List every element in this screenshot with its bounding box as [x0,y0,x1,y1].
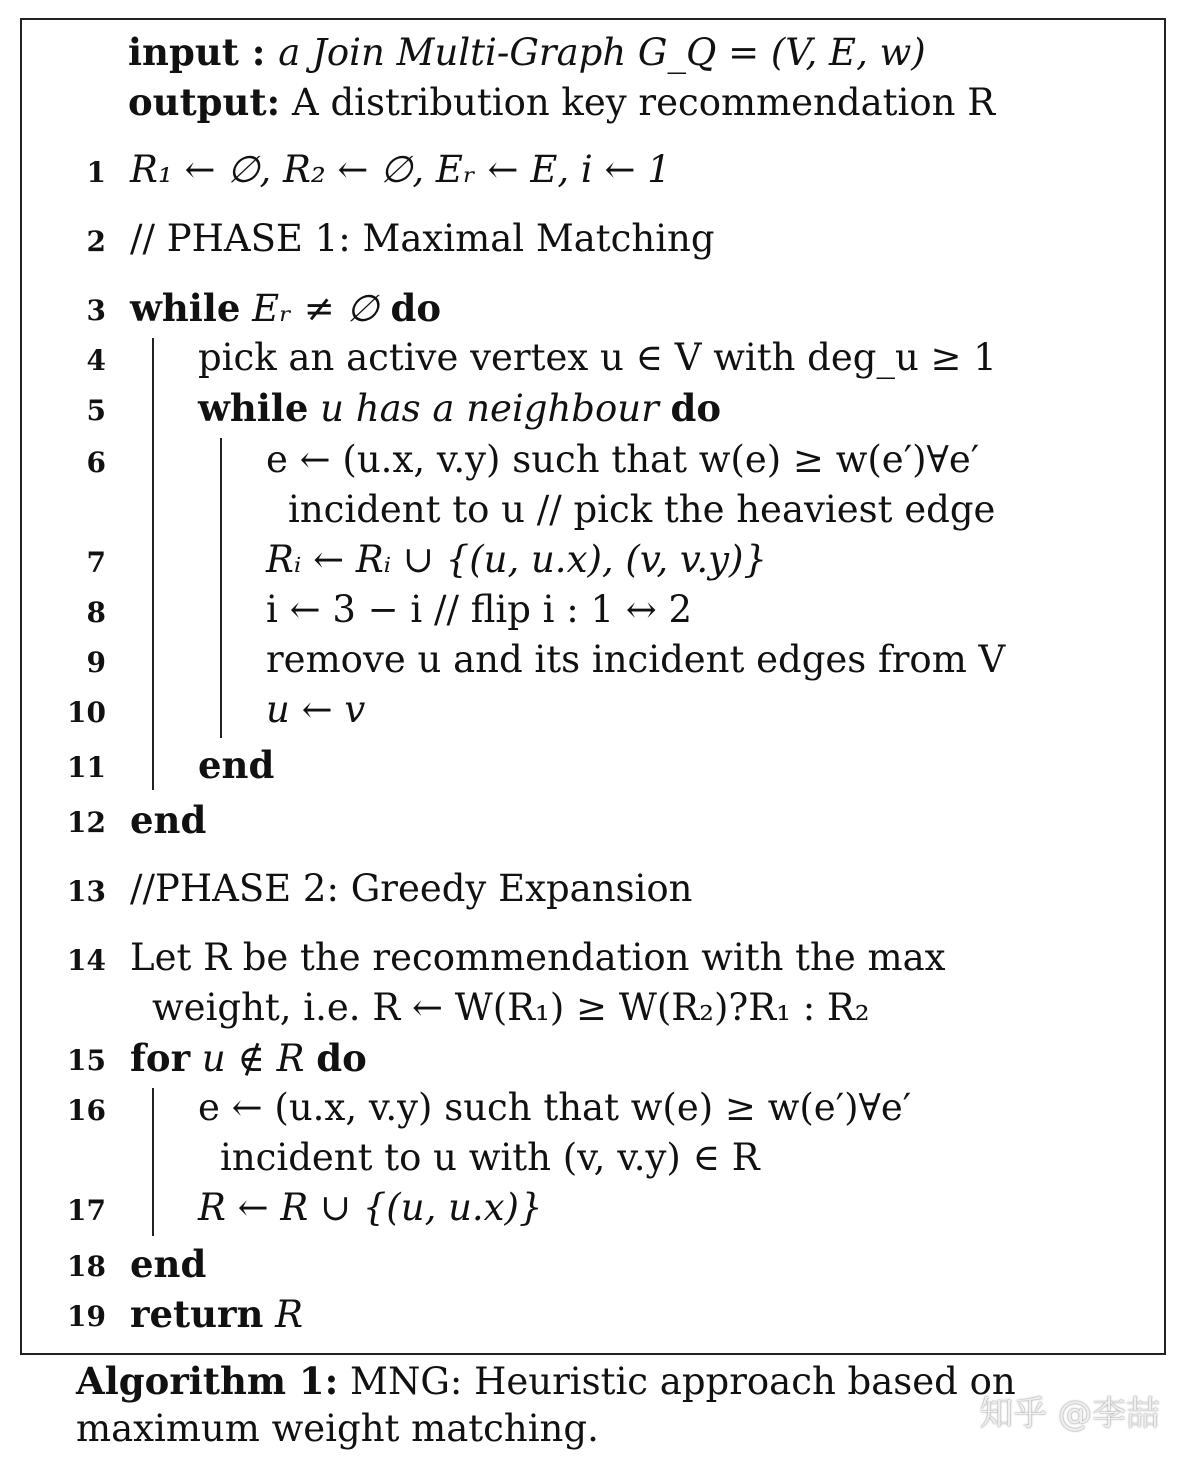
code-line-10: u ← v [266,688,366,731]
line-number: 17 [67,1194,106,1227]
output-keyword: output: [128,80,281,124]
algorithm-caption [76,1358,1016,1405]
line-number: 16 [67,1094,106,1127]
line-number: 7 [86,546,106,579]
caption-line1: MNG: Heuristic approach based on [338,1360,1016,1403]
line-number: 4 [86,344,106,377]
code-line-4: pick an active vertex u ∈ V with deg_u ≥ 1 [198,336,997,379]
input-sep: : [238,30,279,74]
line-number: 15 [67,1044,106,1077]
line-number: 5 [86,394,106,427]
line-number: 6 [86,446,106,479]
code-line-6: e ← (u.x, v.y) such that w(e) ≥ w(e′)∀e′ [266,438,980,481]
line-number: 10 [67,696,106,729]
line-number: 13 [67,875,106,908]
do-keyword: do [390,286,442,330]
code-line-2: // PHASE 1: Maximal Matching [130,217,715,260]
input-keyword: input [128,30,239,74]
line-number: 12 [67,806,106,839]
while-condition: u has a neighbour [308,387,671,430]
for-block-bar [152,1088,154,1236]
for-keyword: for [130,1036,191,1080]
line-number: 8 [86,596,106,629]
code-line-14: Let R be the recommendation with the max [130,936,946,979]
code-line-7: Rᵢ ← Rᵢ ∪ {(u, u.x), (v, v.y)} [266,538,768,581]
code-line-16-cont: incident to u with (v, v.y) ∈ R [220,1136,760,1179]
line-number: 3 [86,294,106,327]
line-number: 2 [86,225,106,258]
inner-while-block-bar [220,438,222,738]
code-line-9: remove u and its incident edges from V [266,638,1006,681]
return-value: R [263,1293,304,1336]
code-line-19 [130,1292,303,1337]
while-keyword: while [130,286,241,330]
code-line-11: end [198,743,275,787]
input-line [128,30,926,75]
code-line-5 [198,386,721,431]
code-line-1: R₁ ← ∅, R₂ ← ∅, Eᵣ ← E, i ← 1 [130,148,671,191]
do-keyword: do [670,386,722,430]
output-line [128,80,995,125]
output-text: A distribution key recommendation R [291,81,996,124]
input-text: a Join Multi-Graph G_Q = (V, E, w) [278,31,926,74]
code-line-18: end [130,1242,207,1286]
code-line-15 [130,1036,367,1081]
caption-label: Algorithm 1: [76,1359,339,1403]
do-keyword: do [316,1036,367,1080]
for-condition: u ∉ R [190,1037,317,1080]
code-line-13: //PHASE 2: Greedy Expansion [130,867,693,910]
while-condition: Eᵣ ≠ ∅ [240,287,391,330]
code-line-17: R ← R ∪ {(u, u.x)} [198,1186,543,1229]
while-keyword: while [198,386,309,430]
code-line-3 [130,286,441,331]
code-line-12: end [130,798,207,842]
line-number: 9 [86,646,106,679]
line-number: 11 [67,751,106,784]
line-number: 19 [67,1300,106,1333]
code-line-16: e ← (u.x, v.y) such that w(e) ≥ w(e′)∀e′ [198,1086,912,1129]
while-block-bar [152,338,154,790]
code-line-8: i ← 3 − i // flip i : 1 ↔ 2 [266,588,693,631]
code-line-14-cont: weight, i.e. R ← W(R₁) ≥ W(R₂)?R₁ : R₂ [152,986,870,1029]
watermark: 知乎 @李喆 [979,1394,1160,1434]
code-line-6-cont: incident to u // pick the heaviest edge [288,488,996,531]
return-keyword: return [130,1292,264,1336]
line-number: 14 [67,944,106,977]
algorithm-caption-line2: maximum weight matching. [76,1407,599,1450]
line-number: 18 [67,1250,106,1283]
line-number: 1 [86,156,106,189]
